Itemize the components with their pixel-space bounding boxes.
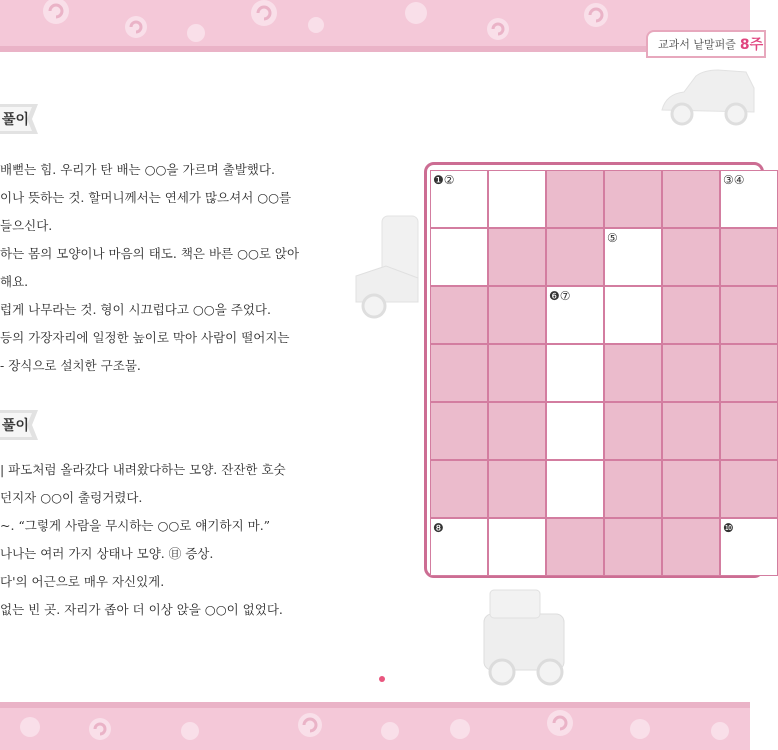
puzzle-cell [546,518,604,576]
car-decoration-icon [656,64,756,130]
clue-line: | 파도처럼 올라갔다 내려왔다하는 모양. 잔잔한 호숫 [0,462,286,477]
puzzle-cell [720,344,778,402]
candy-icon [700,714,740,748]
unit-tab [646,30,766,58]
section2-heading [0,410,40,440]
clue-line: ~. “그렇게 사람을 무시하는 ○○로 얘기하지 마.” [0,518,271,533]
puzzle-cell [604,402,662,460]
crossword-grid [430,170,778,576]
puzzle-cell [604,344,662,402]
puzzle-cell [604,518,662,576]
candy-icon [296,8,336,42]
puzzle-cell [604,170,662,228]
candy-icon [80,712,120,746]
puzzle-cell [488,344,546,402]
puzzle-cell [720,402,778,460]
clue-number-label: ❻⑦ [549,289,571,303]
clue-number-label: ❶② [433,173,455,187]
puzzle-cell [662,344,720,402]
candy-icon [540,706,580,740]
puzzle-cell[interactable] [604,286,662,344]
candy-icon [176,16,216,50]
puzzle-cell [488,402,546,460]
clue-number-label: ⑤ [607,231,618,245]
section2-heading-label: 풀이 [2,418,30,434]
top-band-edge [0,46,750,52]
puzzle-cell [488,228,546,286]
candy-icon [290,708,330,742]
clue-line: 하는 몸의 모양이나 마음의 태도. 책은 바른 ○○로 앉아 [0,246,300,261]
tab-title: 교과서 낱말퍼즐 [658,38,736,51]
puzzle-cell [662,402,720,460]
car-decoration-icon [352,206,422,326]
candy-icon [244,0,284,30]
puzzle-cell [662,228,720,286]
puzzle-cell[interactable] [430,170,488,228]
puzzle-cell [546,228,604,286]
candy-icon [116,10,156,44]
puzzle-cell [662,170,720,228]
puzzle-cell[interactable] [488,518,546,576]
puzzle-cell [662,286,720,344]
puzzle-cell [430,460,488,518]
candy-icon [396,0,436,30]
clue-line: 던지자 ○○이 출렁거렸다. [0,490,143,505]
puzzle-cell[interactable] [604,228,662,286]
clue-number-label: ❿ [723,521,734,535]
puzzle-cell[interactable] [546,286,604,344]
candy-icon [370,714,410,748]
bottom-decorative-band [0,702,750,750]
bottom-band-edge [0,702,750,708]
section2-clues [0,456,286,624]
clue-line: 다'의 어근으로 매우 자신있게. [0,574,165,589]
section1-clues [0,156,299,380]
puzzle-cell[interactable] [488,170,546,228]
clue-line: 럽게 나무라는 것. 형이 시끄럽다고 ○○을 주었다. [0,302,271,317]
candy-icon [170,714,210,748]
candy-icon [36,0,76,28]
puzzle-cell [720,460,778,518]
candy-icon [620,712,660,746]
clue-line: 나나는 여러 가지 상태나 모양. ㊐ 증상. [0,546,214,561]
puzzle-cell[interactable] [720,518,778,576]
car-decoration-icon [476,584,576,694]
puzzle-cell[interactable] [546,344,604,402]
puzzle-cell[interactable] [430,518,488,576]
clue-line: 등의 가장자리에 일정한 높이로 막아 사람이 떨어지는 [0,330,290,345]
puzzle-cell [662,518,720,576]
clue-number-label: ③④ [723,173,745,187]
puzzle-cell [546,170,604,228]
clue-number-label: ❽ [433,521,444,535]
puzzle-cell [488,460,546,518]
tab-number: 8주 [739,37,764,53]
clue-line: - 장식으로 설치한 구조물. [0,358,141,373]
candy-icon [478,12,518,46]
puzzle-cell[interactable] [546,402,604,460]
clue-line: 해요. [0,274,29,289]
puzzle-cell[interactable] [430,228,488,286]
clue-line: 배뻗는 힘. 우리가 탄 배는 ○○을 가르며 출발했다. [0,162,275,177]
clue-line: 들으신다. [0,218,53,233]
puzzle-cell [720,286,778,344]
candy-icon [10,710,50,744]
page-indicator-dot [379,676,385,682]
puzzle-cell[interactable] [720,170,778,228]
puzzle-cell [662,460,720,518]
section1-heading-label: 풀이 [2,112,30,128]
puzzle-cell [430,344,488,402]
candy-icon [440,712,480,746]
clue-line: 없는 빈 곳. 자리가 좁아 더 이상 앉을 ○○이 없었다. [0,602,283,617]
puzzle-cell [720,228,778,286]
candy-icon [576,0,616,32]
clue-line: 이나 뜻하는 것. 할머니께서는 연세가 많으셔서 ○○를 [0,190,292,205]
puzzle-cell [430,286,488,344]
puzzle-cell [488,286,546,344]
puzzle-cell[interactable] [546,460,604,518]
section1-heading [0,104,40,134]
puzzle-cell [430,402,488,460]
top-decorative-band [0,0,750,52]
puzzle-cell [604,460,662,518]
